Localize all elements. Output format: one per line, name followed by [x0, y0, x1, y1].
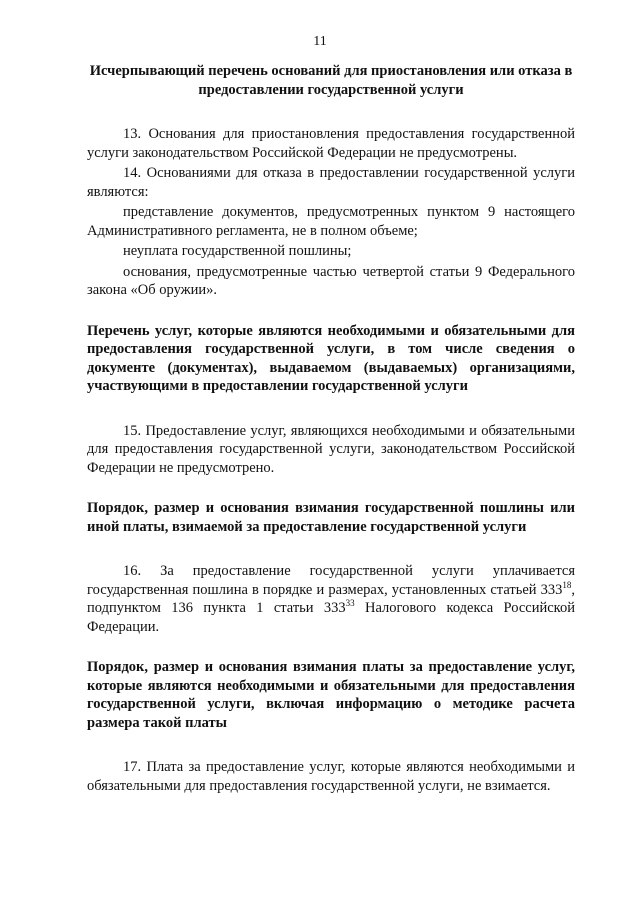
paragraph-17: 17. Плата за предоставление услуг, которые являются необходимыми и обязательными для предоставления государственной услуги, не взимается.: [87, 759, 575, 794]
paragraph-16-text: 16. За предоставление государственной услуги уплачивается государственная пошлина в порядке и размерах, установленных статьей 333: [87, 563, 575, 598]
superscript: 33: [345, 598, 355, 609]
paragraph-13: 13. Основания для приостановления предоставления государственной услуги законодательством Российской Федерации не предусмотрены.: [87, 126, 575, 161]
section-heading-required-services: Перечень услуг, которые являются необходимыми и обязательными для предоставления государственной услуги, в том числе сведения о документе (документах), выдаваемом (выдаваемых) организациями, участвующими в предоставлении государственной услуги: [87, 322, 575, 394]
paragraph-16-text: Налогового кодекса Российской Федерации.: [87, 600, 575, 635]
paragraph-14: 14. Основаниями для отказа в предоставлении государственной услуги являются:: [87, 165, 575, 200]
paragraph-14-item: основания, предусмотренные частью четвертой статьи 9 Федерального закона «Об оружии».: [87, 263, 575, 298]
section-heading-service-fee: Порядок, размер и основания взимания платы за предоставление услуг, которые являются необходимыми и обязательными для предоставления государственной услуги, включая информацию о методике расчета размера такой платы: [87, 659, 575, 731]
section-heading-state-fee: Порядок, размер и основания взимания государственной пошлины или иной платы, взимаемой за предоставление государственной услуги: [87, 500, 575, 535]
paragraph-16-text: , подпунктом 136 пункта 1 статьи 333: [87, 581, 575, 616]
page-number: 11: [313, 34, 327, 49]
superscript: 18: [562, 579, 572, 590]
paragraph-14-item: неуплата государственной пошлины;: [123, 243, 352, 259]
paragraph-14-item: представление документов, предусмотренных пунктом 9 настоящего Административного регламента, не в полном объеме;: [87, 204, 575, 239]
section-heading-grounds-refusal: Исчерпывающий перечень оснований для приостановления или отказа в предоставлении государственной услуги: [89, 63, 573, 98]
paragraph-16: [87, 562, 575, 636]
paragraph-15: 15. Предоставление услуг, являющихся необходимыми и обязательными для предоставления государственной услуги, законодательством Российской Федерации не предусмотрено.: [87, 422, 575, 476]
document-body: [87, 62, 575, 795]
